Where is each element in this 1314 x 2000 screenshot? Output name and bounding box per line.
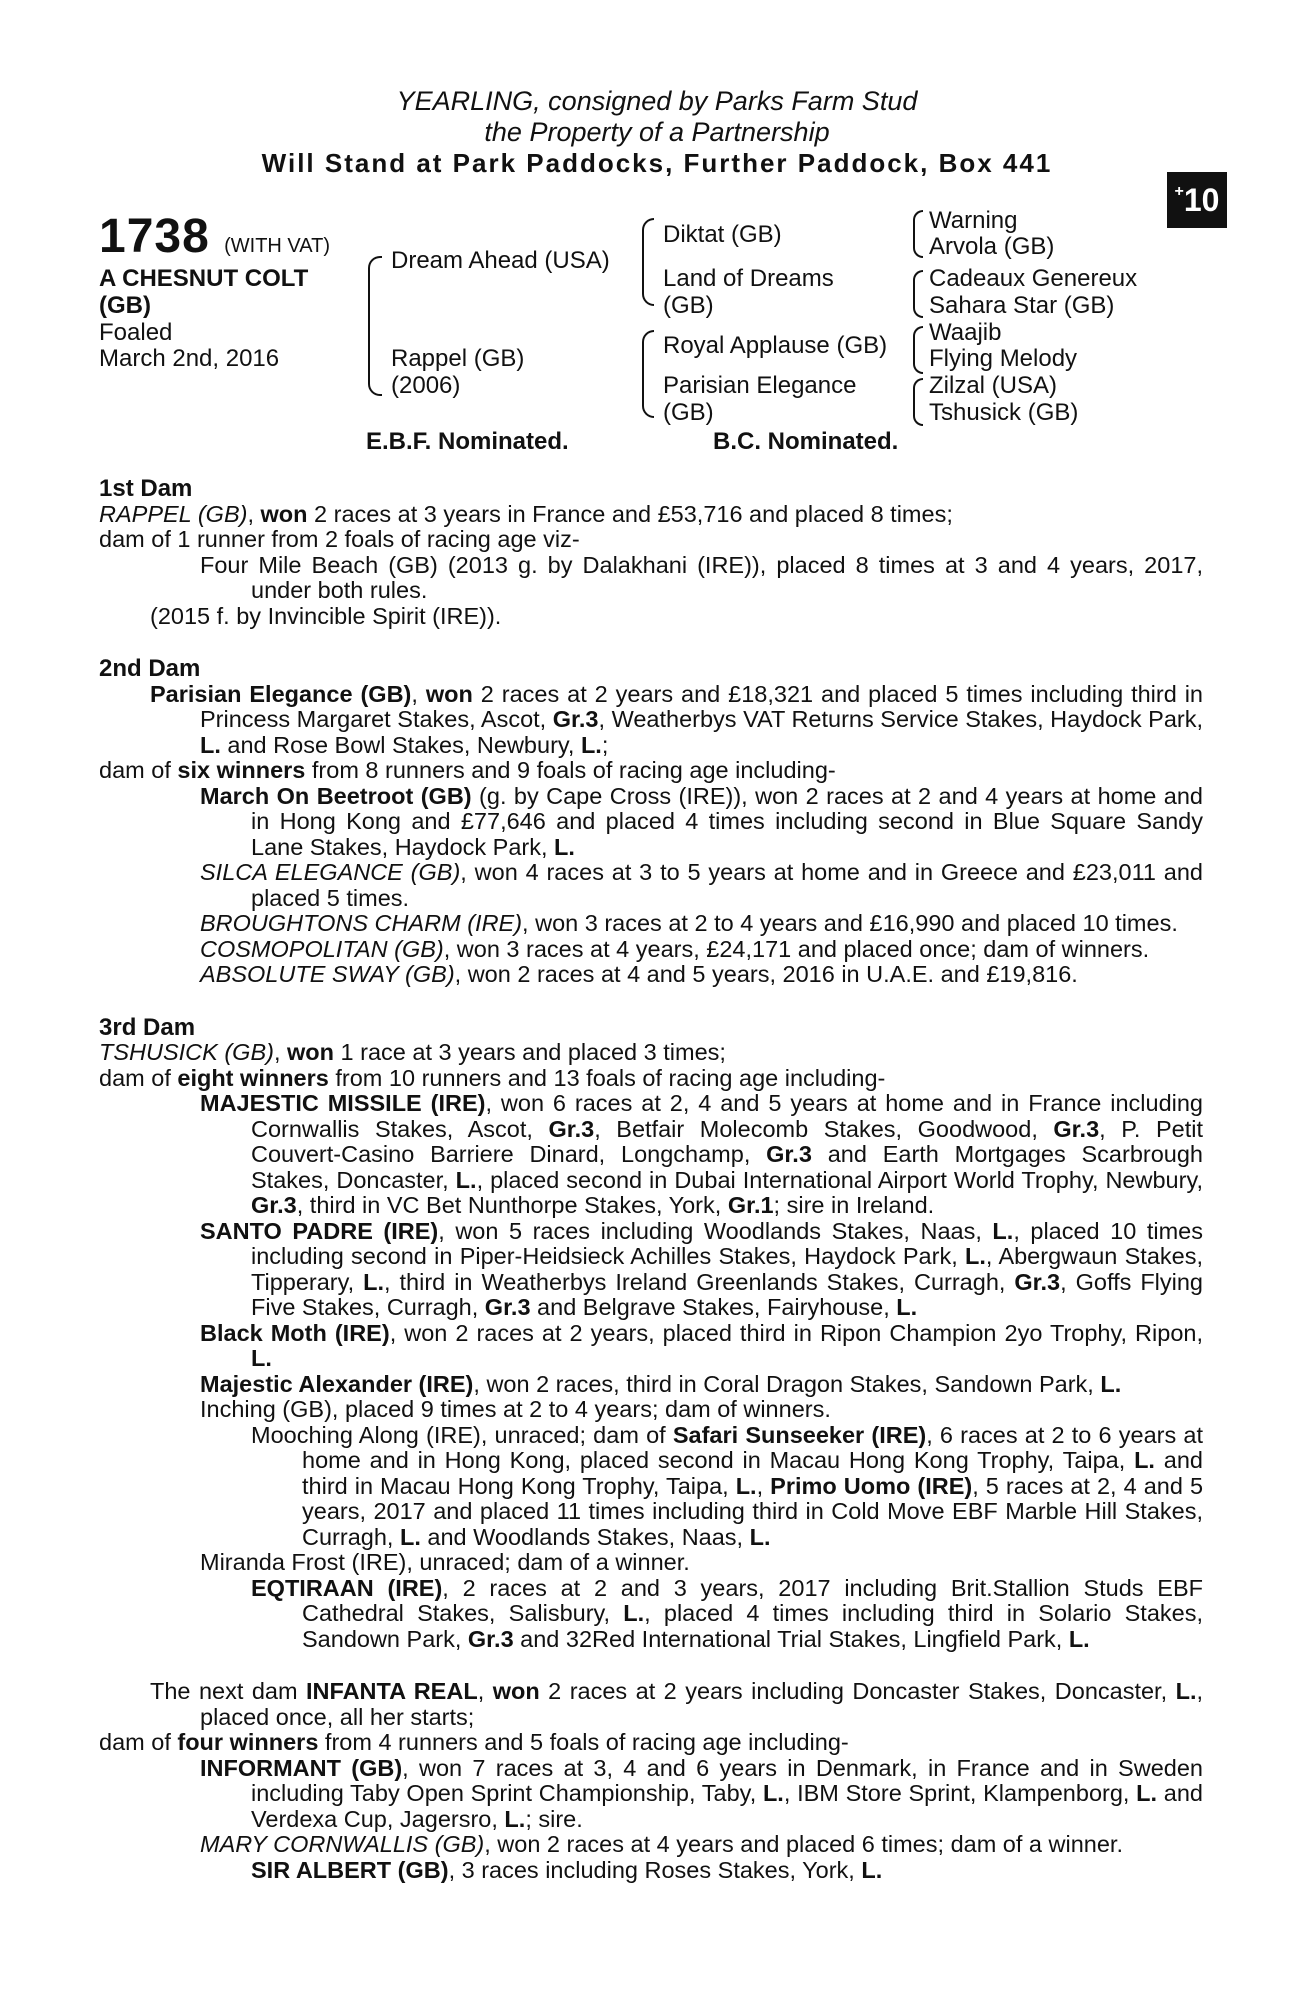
pedigree-dam-year: (2006) xyxy=(391,372,461,399)
catalogue-body xyxy=(99,476,1203,1883)
produce-name: MAJESTIC MISSILE (IRE) xyxy=(200,1090,486,1116)
produce-listed-1: L. xyxy=(992,1217,1014,1244)
bc-nominated: B.C. Nominated. xyxy=(713,428,899,455)
produce-text-4: ; sire. xyxy=(525,1805,583,1832)
produce-text-4: , third in Weatherbys Ireland Greenlands Stakes, Curragh, xyxy=(384,1268,1015,1295)
grandproduce-text-1: , 2 races at 2 and 3 years, 2017 including Brit.Stallion Studs EBF Cathedral Stakes, Salisbury, xyxy=(302,1574,1203,1626)
produce-name: March On Beetroot (GB) xyxy=(200,782,472,809)
first-dam-rest: 2 races at 3 years in France and £53,716 and placed 8 times; xyxy=(307,500,953,527)
second-dam-produce-text-1: dam of xyxy=(99,757,178,783)
second-dam-text-3: and Rose Bowl Stakes, Newbury, xyxy=(220,731,581,758)
second-dam-grade: Gr.3 xyxy=(552,706,599,732)
third-dam-produce-majestic-alexander xyxy=(99,1372,1203,1398)
produce-text-6: , third in VC Bet Nunthorpe Stakes, York, xyxy=(296,1192,728,1218)
produce-listed-2: L. xyxy=(1136,1780,1158,1806)
produce-text-5: , placed second in Dubai International Airport World Trophy, Newbury, xyxy=(476,1166,1203,1193)
first-dam-produce-2: (2015 f. by Invincible Spirit (IRE)). xyxy=(150,602,502,629)
pedigree-sdd: Sahara Star (GB) xyxy=(929,292,1115,319)
next-dam-line xyxy=(99,1679,1203,1730)
next-dam-text-2: , xyxy=(477,1678,493,1704)
next-dam-name: INFANTA REAL xyxy=(306,1678,478,1704)
produce-listed: L. xyxy=(455,1166,477,1193)
next-dam-winners: four winners xyxy=(177,1729,319,1755)
third-dam-won: won xyxy=(287,1039,335,1065)
grandproduce-listed-4: L. xyxy=(749,1523,771,1550)
header-location: Will Stand at Park Paddocks, Further Paddock, Box 441 xyxy=(261,148,1053,178)
lot-name-line2: (GB) xyxy=(99,292,151,319)
third-dam-produce-inching: Inching (GB), placed 9 times at 2 to 4 years; dam of winners. xyxy=(200,1396,831,1422)
next-dam-text-1: The next dam xyxy=(150,1678,307,1704)
foaled-date: March 2nd, 2016 xyxy=(99,345,280,372)
next-dam-text-3: 2 races at 2 years including Doncaster Stakes, Doncaster, xyxy=(539,1678,1176,1704)
lot-vat: (WITH VAT) xyxy=(224,235,331,257)
grandproduce-text-3: and third in Macau Hong Kong Trophy, Taipa, xyxy=(302,1447,1203,1499)
produce-name: MARY CORNWALLIS (GB) xyxy=(200,1831,485,1857)
pedigree-brace-dam xyxy=(642,330,654,418)
grandproduce-text: , 3 races including Roses Stakes, York, xyxy=(448,1856,862,1883)
pedigree-dd-line2: (GB) xyxy=(663,399,714,426)
produce-listed: L. xyxy=(554,833,575,860)
third-dam-name: TSHUSICK (GB) xyxy=(99,1039,274,1065)
third-dam-produce-text-1: dam of xyxy=(99,1064,178,1091)
grandproduce-name-1: Safari Sunseeker (IRE) xyxy=(672,1421,927,1448)
second-dam-produce-cosmopolitan xyxy=(99,937,1203,963)
first-dam-name: RAPPEL (GB) xyxy=(99,500,248,527)
produce-grade-1: Gr.3 xyxy=(548,1115,595,1142)
pedigree-sds: Cadeaux Genereux xyxy=(929,265,1138,292)
next-dam-produce-text-2: from 4 runners and 5 foals of racing age including- xyxy=(318,1729,849,1755)
third-dam-produce-miranda-frost: Miranda Frost (IRE), unraced; dam of a winner. xyxy=(200,1549,690,1575)
first-dam-sep: , xyxy=(247,500,261,527)
second-dam-winners: six winners xyxy=(177,757,306,783)
produce-name: SILCA ELEGANCE (GB) xyxy=(200,859,461,885)
grandproduce-listed-1: L. xyxy=(623,1600,645,1626)
second-dam-text-2: , Weatherbys VAT Returns Service Stakes, Haydock Park, xyxy=(598,706,1203,732)
produce-listed: L. xyxy=(251,1345,272,1371)
second-dam-text-4: ; xyxy=(601,731,609,758)
second-dam-produce-broughtons-charm xyxy=(99,911,1203,937)
pedigree-sss: Warning xyxy=(929,207,1018,234)
second-dam-listed-1: L. xyxy=(200,731,221,758)
grandproduce-text-1: Mooching Along (IRE), unraced; dam of xyxy=(251,1421,673,1448)
grandproduce-grade: Gr.3 xyxy=(467,1625,514,1652)
next-dam-won: won xyxy=(492,1678,540,1704)
produce-text-1: , won 6 races at 2, 4 and 5 years at home and in France including Cornwallis Stakes, Ascot, xyxy=(251,1090,1203,1142)
grandproduce-listed-2: L. xyxy=(735,1472,757,1499)
grandproduce-text-5: , 5 races at 2, 4 and 5 years, 2017 and placed 11 times including third in Cold Move EBF Marble Hill Stakes, Curragh, xyxy=(302,1472,1204,1550)
third-dam-sep: , xyxy=(273,1039,288,1065)
third-dam-produce-intro xyxy=(99,1066,1203,1092)
pedigree-dsd: Flying Melody xyxy=(929,345,1078,372)
produce-listed-3: L. xyxy=(363,1268,385,1295)
lot-badge xyxy=(1167,172,1227,228)
produce-grade-1: Gr.3 xyxy=(1014,1268,1061,1295)
third-dam-grandproduce-eqtiraan xyxy=(99,1576,1203,1653)
produce-text: , won 3 races at 4 years, £24,171 and placed once; dam of winners. xyxy=(443,935,1150,962)
produce-listed-4: L. xyxy=(896,1294,918,1320)
badge-number: 10 xyxy=(1183,181,1220,218)
grandproduce-listed: L. xyxy=(861,1856,883,1883)
produce-name: SANTO PADRE (IRE) xyxy=(200,1217,439,1244)
produce-grade-3: Gr.3 xyxy=(766,1141,812,1167)
produce-text-3: , Abergwaun Stakes, Tipperary, xyxy=(251,1243,1203,1295)
pedigree-dds: Zilzal (USA) xyxy=(929,372,1058,399)
produce-text: , won 2 races, third in Coral Dragon Stakes, Sandown Park, xyxy=(473,1370,1101,1397)
second-dam-produce-text-2: from 8 runners and 9 foals of racing age including- xyxy=(305,757,836,783)
ebf-nominated: E.B.F. Nominated. xyxy=(366,428,569,455)
second-dam-heading: 2nd Dam xyxy=(99,655,201,682)
second-dam-produce-silca-elegance xyxy=(99,860,1203,911)
second-dam-won: won xyxy=(425,680,473,707)
second-dam-produce-absolute-sway xyxy=(99,962,1203,988)
grandproduce-text-2: , 6 races at 2 to 6 years at home and in Hong Kong, placed second in Macau Hong Kong Trophy, Taipa, xyxy=(302,1421,1204,1473)
next-dam-produce-text-1: dam of xyxy=(99,1729,178,1755)
grandproduce-listed-3: L. xyxy=(399,1523,421,1550)
grandproduce-listed-1: L. xyxy=(1134,1447,1155,1473)
second-dam-text-1: 2 races at 2 years and £18,321 and placed 5 times including third in Princess Margaret Stakes, Ascot, xyxy=(200,680,1204,732)
produce-text-2: , placed 10 times including second in Piper-Heidsieck Achilles Stakes, Haydock Park, xyxy=(251,1217,1203,1269)
grandproduce-name: EQTIRAAN (IRE) xyxy=(251,1574,443,1601)
pedigree-dam: Rappel (GB) xyxy=(391,345,525,372)
produce-text-1: , won 7 races at 3, 4 and 6 years in Denmark, in France and in Sweden including Taby Open Sprint Championship, Taby, xyxy=(251,1754,1203,1806)
pedigree-brace-sire xyxy=(642,218,654,306)
pedigree-ss: Diktat (GB) xyxy=(663,221,782,248)
grandproduce-text-3: and 32Red International Trial Stakes, Lingfield Park, xyxy=(513,1625,1069,1652)
produce-text-4: and Earth Mortgages Scarbrough Stakes, Doncaster, xyxy=(251,1141,1203,1193)
first-dam-line xyxy=(99,502,1203,528)
next-dam-listed: L. xyxy=(1175,1678,1197,1704)
next-dam-produce-intro xyxy=(99,1730,1203,1756)
second-dam-name: Parisian Elegance (GB) xyxy=(150,680,412,707)
produce-text: , won 2 races at 4 years and placed 6 times; dam of a winner. xyxy=(484,1831,1123,1857)
produce-grade-4: Gr.3 xyxy=(251,1192,297,1218)
produce-listed-3: L. xyxy=(504,1805,526,1832)
pedigree-dd-line1: Parisian Elegance xyxy=(663,372,857,399)
produce-name: Majestic Alexander (IRE) xyxy=(200,1370,474,1397)
pedigree-dss: Waajib xyxy=(929,319,1002,346)
second-dam-produce-intro xyxy=(99,758,1203,784)
produce-grade-5: Gr.1 xyxy=(727,1192,774,1218)
lot-number-value: 1738 xyxy=(99,210,210,263)
produce-text: , won 2 races at 2 years, placed third in Ripon Champion 2yo Trophy, Ripon, xyxy=(389,1319,1203,1346)
pedigree-sire: Dream Ahead (USA) xyxy=(391,247,610,274)
produce-grade-2: Gr.3 xyxy=(1053,1115,1100,1142)
pedigree-sd-line1: Land of Dreams xyxy=(663,265,834,292)
next-dam-produce-informant xyxy=(99,1756,1203,1833)
produce-text-2: , IBM Store Sprint, Klampenborg, xyxy=(783,1780,1137,1806)
third-dam-heading: 3rd Dam xyxy=(99,1013,196,1041)
grandproduce-listed-2: L. xyxy=(1068,1625,1090,1652)
produce-name: INFORMANT (GB) xyxy=(200,1754,403,1781)
pedigree-ssd: Arvola (GB) xyxy=(929,233,1055,260)
pedigree-ds: Royal Applause (GB) xyxy=(663,332,888,359)
third-dam-produce-text-2: from 10 runners and 13 foals of racing age including- xyxy=(328,1064,886,1091)
produce-text-6: and Belgrave Stakes, Fairyhouse, xyxy=(530,1294,897,1320)
foaled-label: Foaled xyxy=(99,319,173,346)
first-dam-won: won xyxy=(260,500,308,527)
first-dam-produce-intro: dam of 1 runner from 2 foals of racing age viz- xyxy=(99,526,580,552)
produce-listed: L. xyxy=(1100,1370,1122,1397)
third-dam-produce-santo-padre xyxy=(99,1219,1203,1321)
produce-grade-2: Gr.3 xyxy=(484,1294,531,1320)
header-property: the Property of a Partnership xyxy=(484,117,830,147)
third-dam-produce-majestic-missile xyxy=(99,1091,1203,1219)
produce-text-3: , P. Petit Couvert-Casino Barriere Dinard, Longchamp, xyxy=(251,1115,1203,1167)
second-dam-produce-march-on-beetroot xyxy=(99,784,1203,861)
lot-number xyxy=(99,212,330,271)
third-dam-text: 1 race at 3 years and placed 3 times; xyxy=(334,1039,726,1065)
grandproduce-name-2: Primo Uomo (IRE) xyxy=(770,1472,973,1499)
produce-text-3: and Verdexa Cup, Jagersro, xyxy=(251,1780,1203,1832)
grandproduce-text-4: , xyxy=(756,1472,771,1499)
next-dam-produce-mary-cornwallis xyxy=(99,1832,1203,1858)
grandproduce-text-6: and Woodlands Stakes, Naas, xyxy=(420,1523,750,1550)
produce-text: , won 3 races at 2 to 4 years and £16,990 and placed 10 times. xyxy=(522,910,1178,936)
header-consignor: YEARLING, consigned by Parks Farm Stud xyxy=(396,86,918,116)
second-dam-listed-2: L. xyxy=(580,731,602,758)
pedigree-brace-sd xyxy=(913,270,923,318)
pedigree-brace-dd xyxy=(913,378,923,426)
produce-text: , won 2 races at 4 and 5 years, 2016 in U.A.E. and £19,816. xyxy=(454,961,1078,987)
pedigree-brace-main xyxy=(368,256,382,396)
produce-name: Black Moth (IRE) xyxy=(200,1319,390,1346)
pedigree-brace-ss xyxy=(913,210,923,258)
produce-name: COSMOPOLITAN (GB) xyxy=(200,935,444,962)
produce-text-5: , Goffs Flying Five Stakes, Curragh, xyxy=(251,1268,1203,1320)
produce-listed-2: L. xyxy=(965,1243,986,1269)
badge-plus: + xyxy=(1174,183,1184,200)
produce-name: BROUGHTONS CHARM (IRE) xyxy=(200,910,523,936)
third-dam-line xyxy=(99,1040,1203,1066)
next-dam-text-4: , placed once, all her starts; xyxy=(200,1678,1204,1730)
produce-text-7: ; sire in Ireland. xyxy=(773,1192,935,1218)
pedigree-sd-line2: (GB) xyxy=(663,292,714,319)
third-dam-grandproduce-mooching-along xyxy=(99,1423,1203,1551)
lot-name-line1: A CHESNUT COLT xyxy=(99,265,309,292)
first-dam-heading: 1st Dam xyxy=(99,475,193,502)
produce-text-1: , won 5 races including Woodlands Stakes, Naas, xyxy=(438,1217,993,1244)
produce-text: , won 4 races at 3 to 5 years at home and in Greece and £23,011 and placed 5 times. xyxy=(251,859,1203,911)
produce-text: (g. by Cape Cross (IRE)), won 2 races at 2 and 4 years at home and in Hong Kong and £77,646 and placed 4 times including second in Blue Square Sandy Lane Stakes, Haydock Park, xyxy=(251,782,1203,860)
second-dam-line xyxy=(99,682,1203,759)
third-dam-winners: eight winners xyxy=(177,1064,329,1091)
grandproduce-text-2: , placed 4 times including third in Solario Stakes, Sandown Park, xyxy=(302,1600,1203,1652)
pedigree-ddd: Tshusick (GB) xyxy=(929,399,1079,426)
second-dam-sep: , xyxy=(411,680,426,707)
pedigree-brace-ds xyxy=(913,326,923,374)
produce-text-2: , Betfair Molecomb Stakes, Goodwood, xyxy=(594,1115,1054,1142)
produce-listed-1: L. xyxy=(762,1780,784,1806)
produce-name: ABSOLUTE SWAY (GB) xyxy=(200,961,455,987)
next-dam-grandproduce-sir-albert xyxy=(99,1858,1203,1884)
third-dam-produce-black-moth xyxy=(99,1321,1203,1372)
grandproduce-name: SIR ALBERT (GB) xyxy=(251,1856,449,1883)
first-dam-produce-1: Four Mile Beach (GB) (2013 g. by Dalakhani (IRE)), placed 8 times at 3 and 4 years, 2017, under both rules. xyxy=(200,551,1203,603)
